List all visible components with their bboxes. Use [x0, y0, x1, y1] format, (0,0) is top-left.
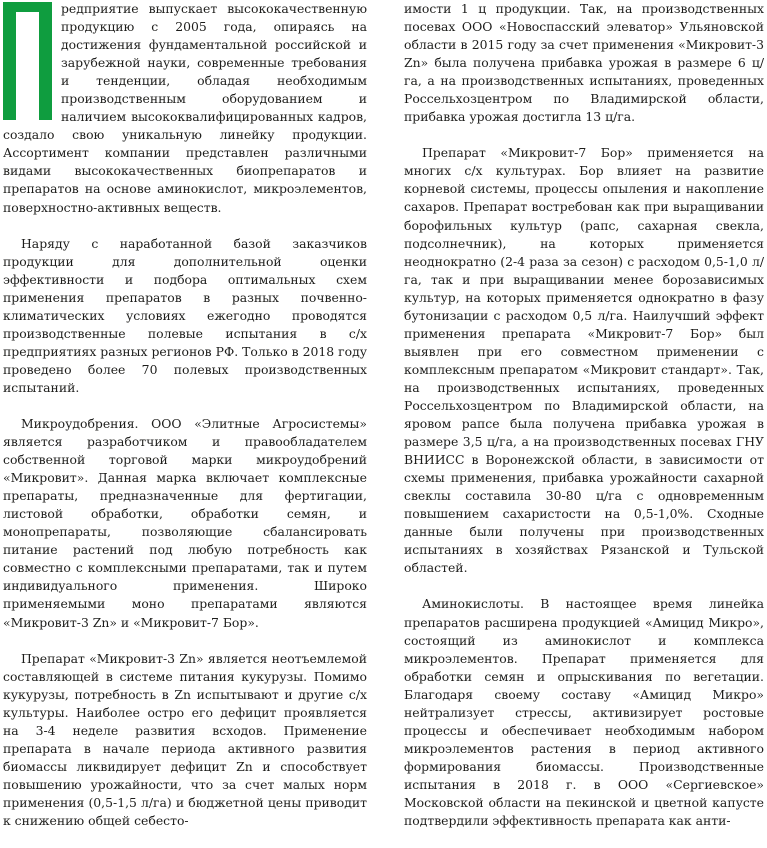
boron-paragraph: Препарат «Микровит-7 Бор» применяется на многих с/х культурах. Бор влияет на развитие корневой системы, процессы опыления и накопление сахаров. Препарат востребован как при выращивании борофильных культур (рапс, сахарная свекла, подсолнечник), на которых применяется неоднократно (2-4 раза за сезон) с расходом 0,5-1,0 л/га, так и при выращивании менее борозависимых культур, на которых применяется однократно в фазу бутонизации с расходом 0,5 л/га. Наилучший эффект применения препарата «Микровит-7 Бор» был выявлен при его совместном применении с комплексным препаратом «Микровит стандарт». Так, на производственных испытаниях, проведенных Россельхозцентром по Владимирской области, на яровом рапсе была получена прибавка урожая в размере 3,5 ц/га, а на производственных посевах ГНУ ВНИИСС в Воронежской области, в зависимости от схемы применения, прибавка урожайности сахарной свеклы составила 30-80 ц/га с одновременным повышением сахаристости на 0,5-1,0%. Сходные данные были получены при производственных испытаниях в хозяйствах Рязанской и Тульской областей.: [404, 145, 764, 576]
amino-acids-paragraph: Аминокислоты. В настоящее время линейка препаратов расширена продукцией «Амицид Микро», состоящий из аминокислот и комплекса микроэлементов. Препарат применяется для обработки семян и опрыскивания по вегетации. Благодаря своему составу «Амицид Микро» нейтрализует стрессы, активизирует ростовые процессы и обеспечивает необходимым набором микроэлементов растения в период активного формирования биомассы. Производственные испытания в 2018 г. в ООО «Сергиевское» Московской области на пекинской и цветной капусте подтвердили эффективность препарата как анти-: [404, 596, 764, 829]
dropcap-glyph: [3, 2, 52, 120]
intro-text: редприятие выпускает высококачественную продукцию с 2005 года, опираясь на достижения фундаментальной российской и зарубежной науки, современные требования и тенденции, обладая необходимым производственным оборудованием и наличием высококвалифицированных кадров, создало свою уникальную линейку продукции. Ассортимент компании представлен различными видами высококачественных биопрепаратов и препаратов на основе аминокислот, микроэлементов, поверхностно-активных веществ.: [3, 1, 367, 215]
intro-paragraph: [3, 0, 367, 217]
left-column: [3, 0, 367, 848]
zinc-results-paragraph: имости 1 ц продукции. Так, на производственных посевах ООО «Новоспасский элеватор» Ульяновской области в 2015 году за счет применения «Микровит-3 Zn» была получена прибавка урожая в размере 6 ц/га, а на производственных испытаниях, проведенных Россельхозцентром по Владимирской области, прибавка урожая достигла 13 ц/га.: [404, 1, 764, 125]
microfertilizers-paragraph: Микроудобрения. ООО «Элитные Агросистемы» является разработчиком и правообладателем собственной торговой марки микроудобрений «Микровит». Данная марка включает комплексные препараты, предназначенные для фертигации, листовой обработки, обработки семян, и монопрепараты, позволяющие сбалансировать питание растений под любую потребность как совместно с комплексными препаратами, так и путем индивидуального применения. Широко применяемыми моно препаратами являются «Микровит-3 Zn» и «Микровит-7 Бор».: [3, 415, 367, 630]
right-column: [404, 0, 764, 848]
testing-paragraph: Наряду с наработанной базой заказчиков продукции для дополнительной оценки эффективности и подбора оптимальных схем применения препаратов в разных почвенно-климатических условиях ежегодно проводятся производственные полевые испытания в с/х предприятиях разных регионов РФ. Только в 2018 году проведено более 70 полевых производственных испытаний.: [3, 235, 367, 395]
zinc-paragraph: Препарат «Микровит-3 Zn» является неотъемлемой составляющей в системе питания кукурузы. Помимо кукурузы, потребность в Zn испытывают и другие с/х культуры. Наиболее остро его дефицит проявляется на 3-4 неделе развития всходов. Применение препарата в начале периода активного развития биомассы ликвидирует дефицит Zn и способствует повышению урожайности, что за счет малых норм применения (0,5-1,5 л/га) и бюджетной цены приводит к снижению общей себесто-: [3, 650, 367, 828]
dropcap-letter: [3, 2, 52, 120]
